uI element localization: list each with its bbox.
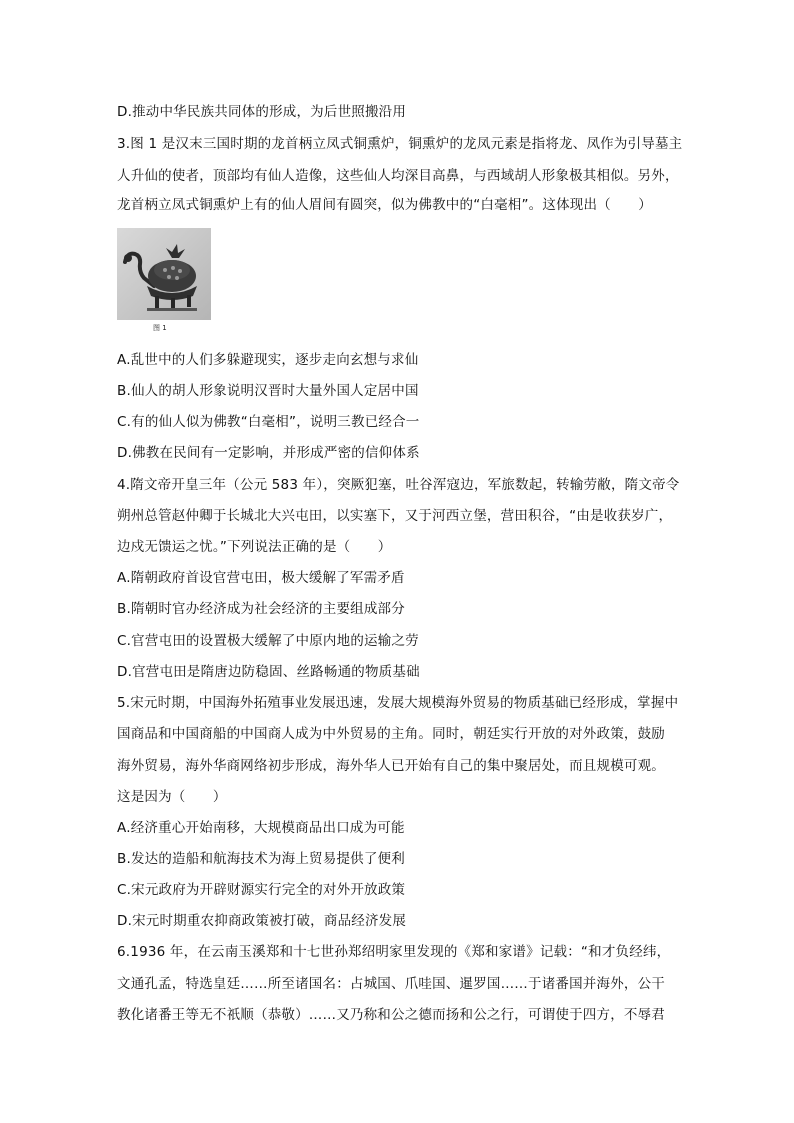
text-line-6: B.仙人的胡人形象说明汉晋时大量外国人定居中国 (117, 383, 419, 399)
text-line-2: 3.图 1 是汉末三国时期的龙首柄立凤式铜熏炉，铜熏炉的龙凤元素是指将龙、凤作为引导墓主 (117, 136, 683, 152)
text-line-16: 5.宋元时期，中国海外拓殖事业发展迅速，发展大规模海外贸易的物质基础已经形成，掌握中 (117, 695, 679, 711)
text-line-20: A.经济重心开始南移，大规模商品出口成为可能 (117, 820, 405, 836)
text-line-1: D.推动中华民族共同体的形成，为后世照搬沿用 (117, 104, 407, 120)
text-line-25: 文通孔孟，特选皇廷……所至诸国名：占城国、爪哇国、暹罗国……于诸番国并海外，公干 (117, 976, 665, 992)
text-line-13: B.隋朝时官办经济成为社会经济的主要组成部分 (117, 601, 405, 617)
text-line-22: C.宋元政府为开辟财源实行完全的对外开放政策 (117, 882, 406, 898)
text-line-26: 教化诸番王等无不祇顺（恭敬）……又乃称和公之德而扬和公之行，可谓使于四方，不辱君 (117, 1007, 665, 1023)
text-line-12: A.隋朝政府首设官营屯田，极大缓解了军需矛盾 (117, 570, 405, 586)
text-line-4: 龙首柄立凤式铜熏炉上有的仙人眉间有圆突，似为佛教中的“白毫相”。这体现出（ ） (117, 197, 652, 213)
text-line-19: 这是因为（ ） (117, 789, 227, 805)
text-line-10: 朔州总管赵仲卿于长城北大兴屯田，以实塞下，又于河西立堡，营田积谷，“由是收获岁广， (117, 508, 673, 524)
text-line-17: 国商品和中国商船的中国商人成为中外贸易的主角。同时，朝廷实行开放的对外政策，鼓励 (117, 726, 665, 742)
text-line-21: B.发达的造船和航海技术为海上贸易提供了便利 (117, 851, 405, 867)
text-line-23: D.宋元时期重农抑商政策被打破，商品经济发展 (117, 913, 407, 929)
text-line-8: D.佛教在民间有一定影响，并形成严密的信仰体系 (117, 445, 420, 461)
text-line-15: D.官营屯田是隋唐边防稳固、丝路畅通的物质基础 (117, 664, 420, 680)
bronze-censer-icon (117, 228, 211, 320)
text-line-24: 6.1936 年，在云南玉溪郑和十七世孙郑绍明家里发现的《郑和家谱》记载：“和才负经纬， (117, 944, 671, 960)
text-line-14: C.官营屯田的设置极大缓解了中原内地的运输之劳 (117, 633, 419, 649)
text-line-18: 海外贸易，海外华商网络初步形成，海外华人已开始有自己的集中聚居处，而且规模可观。 (117, 758, 665, 774)
text-line-9: 4.隋文帝开皇三年（公元 583 年），突厥犯塞，吐谷浑寇边，军旅数起，转输劳敝，隋文帝令 (117, 477, 680, 493)
text-line-11: 边戍无馈运之忧。”下列说法正确的是（ ） (117, 539, 392, 555)
text-line-7: C.有的仙人似为佛教“白毫相”，说明三教已经合一 (117, 414, 420, 430)
figure-1-bronze-censer-image (117, 228, 211, 320)
text-line-3: 人升仙的使者，顶部均有仙人造像，这些仙人均深目高鼻，与西域胡人形象极其相似。另外， (117, 168, 679, 184)
text-line-5: A.乱世中的人们多躲避现实，逐步走向玄想与求仙 (117, 352, 419, 368)
figure-caption: 图 1 (153, 324, 167, 332)
